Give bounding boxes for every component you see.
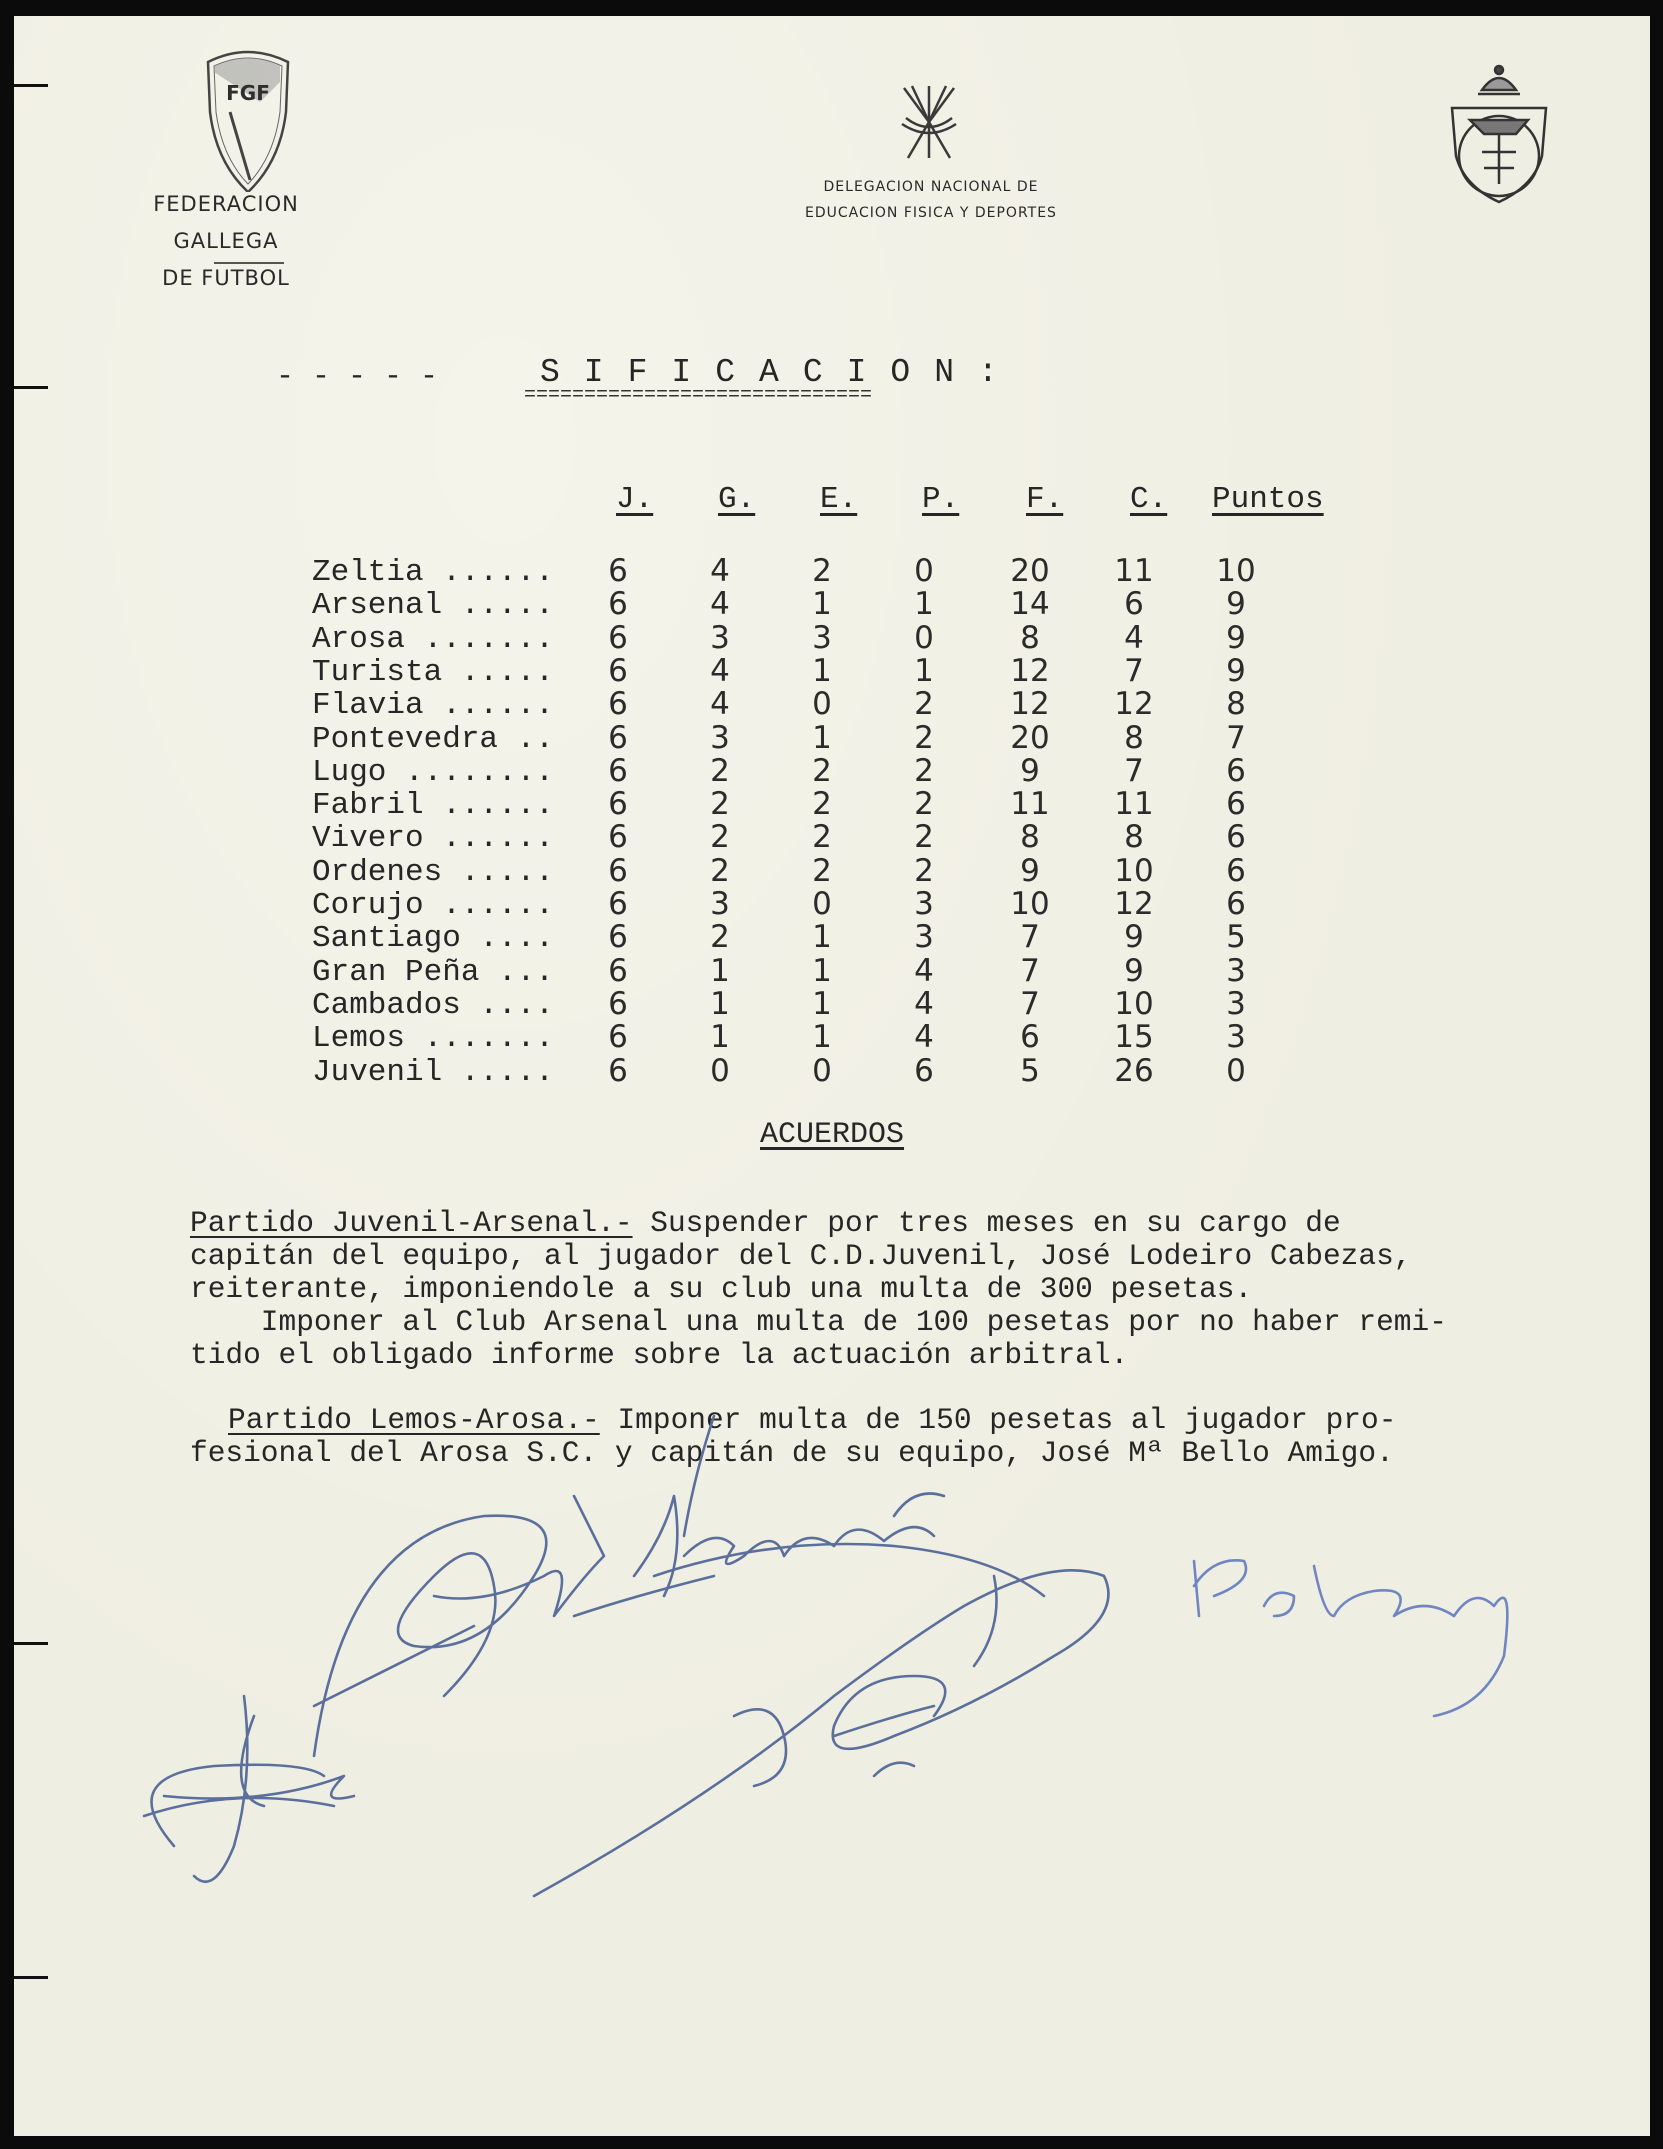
cell-g: 2: [710, 852, 730, 889]
cell-j: 6: [608, 1019, 628, 1056]
federation-name-line2: DE FUTBOL: [162, 266, 290, 290]
cell-e: 3: [812, 619, 832, 656]
agreement-juvenil-arsenal-line2: capitán del equipo, al jugador del C.D.Juvenil, José Lodeiro Cabezas,: [190, 1239, 1412, 1273]
cell-f: 14: [1010, 586, 1050, 623]
team-name: Cambados ....: [312, 987, 554, 1023]
agreement-lemos-arosa-line2: fesional del Arosa S.C. y capitán de su equipo, José Mª Bello Amigo.: [190, 1436, 1394, 1470]
column-header-f: F.: [1026, 482, 1064, 517]
team-name: Turista .....: [312, 654, 554, 690]
cell-j: 6: [608, 652, 628, 689]
agreement-text: Suspender por tres meses en su cargo de: [632, 1206, 1341, 1240]
cell-j: 6: [608, 719, 628, 756]
cell-j: 6: [608, 852, 628, 889]
column-header-p: P.: [922, 482, 960, 517]
agreement-text: Imponer multa de 150 pesetas al jugador pro-: [599, 1403, 1397, 1437]
cell-j: 6: [608, 686, 628, 723]
cell-c: 7: [1124, 652, 1144, 689]
match-title-juvenil-arsenal: Partido Juvenil-Arsenal.-: [190, 1206, 633, 1240]
cell-c: 10: [1114, 852, 1154, 889]
team-name: Juvenil .....: [312, 1054, 554, 1090]
cell-c: 26: [1114, 1052, 1154, 1089]
acuerdos-heading: ACUERDOS: [760, 1118, 905, 1152]
cell-e: 1: [812, 586, 832, 623]
team-name: Fabril ......: [312, 788, 554, 824]
cell-g: 3: [710, 719, 730, 756]
cell-g: 0: [710, 1052, 730, 1089]
cell-f: 11: [1010, 786, 1050, 823]
cell-j: 6: [608, 752, 628, 789]
cell-c: 7: [1124, 752, 1144, 789]
column-header-j: J.: [616, 482, 654, 517]
team-name: Arosa .......: [312, 621, 554, 657]
cell-e: 0: [812, 1052, 832, 1089]
team-name: Santiago ....: [312, 921, 554, 957]
agreement-arsenal-fine-line2: tido el obligado informe sobre la actuación arbitral.: [190, 1338, 1129, 1372]
column-header-e: E.: [820, 482, 858, 517]
cell-e: 2: [812, 852, 832, 889]
cell-f: 20: [1010, 553, 1050, 589]
team-name: Vivero ......: [312, 821, 554, 857]
team-name: Gran Peña ...: [312, 954, 554, 990]
title-dashes: -----: [276, 360, 457, 394]
cell-p: 4: [914, 952, 934, 989]
cell-e: 1: [812, 919, 832, 956]
cell-c: 11: [1114, 553, 1154, 589]
cell-e: 1: [812, 652, 832, 689]
cell-p: 2: [914, 786, 934, 823]
cell-pts: 6: [1226, 852, 1246, 889]
cell-c: 10: [1114, 985, 1154, 1022]
cell-g: 4: [710, 686, 730, 723]
cell-g: 1: [710, 1019, 730, 1056]
cell-c: 9: [1124, 919, 1144, 956]
cell-c: 12: [1114, 686, 1154, 723]
cell-f: 12: [1010, 686, 1050, 723]
document-page: [14, 16, 1650, 2136]
signature-2: [144, 1696, 354, 1882]
cell-g: 3: [710, 886, 730, 922]
cell-e: 2: [812, 819, 832, 856]
cell-pts: 6: [1226, 886, 1246, 922]
cell-g: 4: [710, 652, 730, 689]
cell-p: 3: [914, 919, 934, 956]
cell-j: 6: [608, 886, 628, 922]
team-name: Zeltia ......: [312, 555, 554, 590]
cell-j: 6: [608, 1052, 628, 1089]
cell-pts: 7: [1226, 719, 1246, 756]
cell-pts: 10: [1216, 553, 1256, 589]
cell-pts: 6: [1226, 786, 1246, 823]
cell-c: 15: [1114, 1019, 1154, 1056]
cell-p: 2: [914, 686, 934, 723]
cell-e: 1: [812, 1019, 832, 1056]
cell-e: 1: [812, 985, 832, 1022]
delegation-name-line2: EDUCACION FISICA Y DEPORTES: [805, 205, 1057, 221]
cell-g: 4: [710, 553, 730, 589]
cell-e: 0: [812, 886, 832, 922]
cell-p: 1: [914, 586, 934, 623]
cell-c: 9: [1124, 952, 1144, 989]
cell-g: 2: [710, 786, 730, 823]
cell-p: 2: [914, 752, 934, 789]
signature-1: [314, 1496, 714, 1756]
cell-p: 3: [914, 886, 934, 922]
cell-p: 2: [914, 719, 934, 756]
cell-e: 1: [812, 719, 832, 756]
signature-4: [534, 1570, 1108, 1896]
cell-j: 6: [608, 619, 628, 656]
cell-pts: 6: [1226, 752, 1246, 789]
cell-p: 2: [914, 819, 934, 856]
cell-j: 6: [608, 586, 628, 623]
cell-pts: 3: [1226, 1019, 1246, 1056]
cell-e: 2: [812, 752, 832, 789]
cell-g: 3: [710, 619, 730, 656]
cell-c: 11: [1114, 786, 1154, 823]
cell-pts: 5: [1226, 919, 1246, 956]
team-name: Corujo ......: [312, 888, 554, 923]
cell-p: 1: [914, 652, 934, 689]
cell-j: 6: [608, 985, 628, 1022]
agreement-arsenal-fine-line1: Imponer al Club Arsenal una multa de 100 pesetas por no haber remi-: [190, 1305, 1447, 1339]
column-header-g: G.: [718, 482, 756, 517]
match-title-lemos-arosa: Partido Lemos-Arosa.-: [228, 1403, 600, 1437]
team-name: Pontevedra ..: [312, 721, 554, 757]
cell-pts: 9: [1226, 586, 1246, 623]
cell-c: 8: [1124, 819, 1144, 856]
team-name: Lugo ........: [312, 754, 554, 790]
cell-p: 4: [914, 985, 934, 1022]
cell-e: 2: [812, 786, 832, 823]
team-name: Lemos .......: [312, 1021, 554, 1057]
column-header-puntos: Puntos: [1212, 482, 1324, 517]
cell-j: 6: [608, 786, 628, 823]
cell-pts: 9: [1226, 652, 1246, 689]
cell-f: 9: [1020, 752, 1040, 789]
team-name: Arsenal .....: [312, 588, 554, 624]
cell-c: 8: [1124, 719, 1144, 756]
cell-f: 9: [1020, 852, 1040, 889]
cell-j: 6: [608, 952, 628, 989]
cell-g: 2: [710, 919, 730, 956]
signature-5: [1194, 1560, 1507, 1716]
page-title: SIFICACION:: [540, 354, 1022, 391]
cell-g: 1: [710, 985, 730, 1022]
cell-c: 4: [1124, 619, 1144, 656]
signatures: [14, 16, 1650, 2136]
delegation-name-line1: DELEGACION NACIONAL DE: [823, 179, 1039, 195]
team-name: Flavia ......: [312, 688, 554, 724]
cell-pts: 6: [1226, 819, 1246, 856]
cell-g: 2: [710, 819, 730, 856]
cell-f: 7: [1020, 985, 1040, 1022]
cell-f: 5: [1020, 1052, 1040, 1089]
cell-e: 1: [812, 952, 832, 989]
cell-g: 1: [710, 952, 730, 989]
cell-p: 0: [914, 619, 934, 656]
cell-c: 12: [1114, 886, 1154, 922]
cell-p: 4: [914, 1019, 934, 1056]
title-underline: =============================: [524, 384, 873, 407]
cell-j: 6: [608, 819, 628, 856]
cell-pts: 8: [1226, 686, 1246, 723]
cell-f: 8: [1020, 619, 1040, 656]
cell-f: 12: [1010, 652, 1050, 689]
cell-pts: 3: [1226, 952, 1246, 989]
cell-p: 0: [914, 553, 934, 589]
cell-p: 2: [914, 852, 934, 889]
cell-e: 0: [812, 686, 832, 723]
cell-pts: 9: [1226, 619, 1246, 656]
cell-f: 8: [1020, 819, 1040, 856]
cell-e: 2: [812, 553, 832, 589]
team-name: Ordenes .....: [312, 854, 554, 890]
cell-f: 10: [1010, 886, 1050, 922]
cell-f: 7: [1020, 919, 1040, 956]
cell-g: 4: [710, 586, 730, 623]
signature-4-underline: [654, 1544, 1044, 1596]
cell-j: 6: [608, 553, 628, 589]
cell-f: 20: [1010, 719, 1050, 756]
svg-text:FGF: FGF: [226, 81, 270, 105]
cell-f: 7: [1020, 952, 1040, 989]
federation-name-line1: FEDERACION GALLEGA: [153, 192, 299, 253]
cell-pts: 0: [1226, 1052, 1246, 1089]
cell-c: 6: [1124, 586, 1144, 623]
column-header-c: C.: [1130, 482, 1168, 517]
cell-j: 6: [608, 919, 628, 956]
cell-p: 6: [914, 1052, 934, 1089]
agreement-juvenil-arsenal-line3: reiterante, imponiendole a su club una multa de 300 pesetas.: [190, 1272, 1253, 1306]
cell-g: 2: [710, 752, 730, 789]
cell-pts: 3: [1226, 985, 1246, 1022]
cell-f: 6: [1020, 1019, 1040, 1056]
